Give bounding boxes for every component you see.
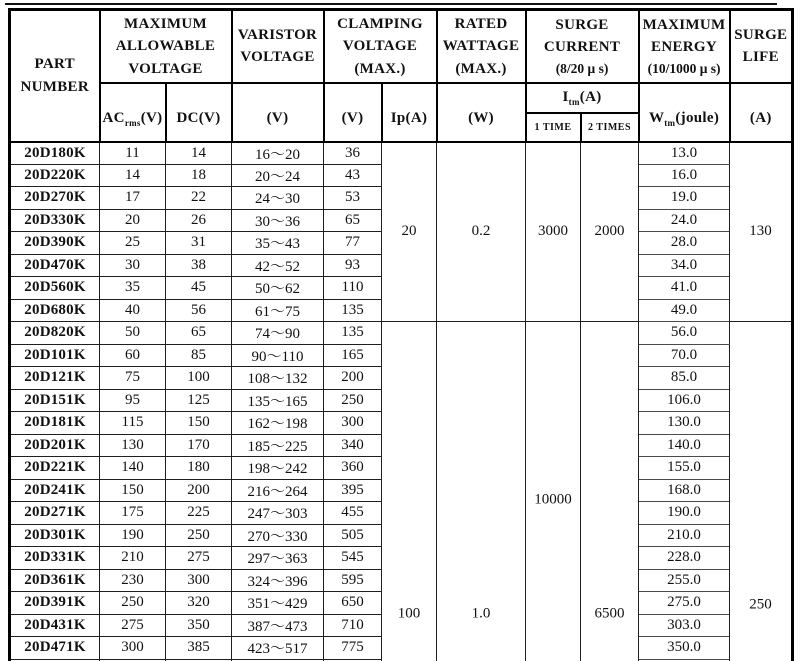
dc-voltage-cell: 56 [166,299,232,322]
part-number-cell: 20D361K [10,569,100,592]
rated-wattage-value: 1.0 [471,605,491,622]
part-number-cell: 20D680K [10,299,100,322]
unit-ac-rms [100,83,166,142]
ac-voltage-cell: 25 [100,232,166,255]
varistor-voltage-cell: 20～24 [232,164,324,187]
ac-subscript: rms [124,117,141,128]
dc-voltage-cell: 250 [166,524,232,547]
col-header-2-times: 2 TIMES [581,113,639,142]
part-number-cell: 20D471K [10,637,100,660]
varistor-voltage-cell: 16～20 [232,142,324,165]
dc-voltage-cell: 38 [166,254,232,277]
part-number-cell: 20D151K [10,389,100,412]
dc-voltage-cell: 65 [166,322,232,345]
surge-life-cell [730,322,793,661]
ac-voltage-cell: 175 [100,502,166,525]
ac-voltage-cell: 20 [100,209,166,232]
surge-2times-cell [581,322,639,661]
unit-peak-current: Ip(A) [382,83,437,142]
max-energy-pulse-spec: (10/1000 μ s) [647,60,721,76]
energy-cell: 28.0 [639,232,730,255]
clamping-voltage-cell: 135 [324,299,382,322]
varistor-voltage-cell: 387～473 [232,614,324,637]
ac-voltage-cell: 210 [100,547,166,570]
energy-cell: 34.0 [639,254,730,277]
rated-wattage-cell: 0.2 [437,142,526,322]
varistor-voltage-cell: 270～330 [232,524,324,547]
ac-voltage-cell: 115 [100,412,166,435]
part-number-cell: 20D331K [10,547,100,570]
part-number-cell: 20D201K [10,434,100,457]
col-header-varistor-voltage: VARISTOR VOLTAGE [232,10,324,83]
table-row [10,142,793,165]
part-number-cell: 20D431K [10,614,100,637]
dc-voltage-cell: 31 [166,232,232,255]
varistor-voltage-cell: 216～264 [232,479,324,502]
varistor-voltage-cell: 42～52 [232,254,324,277]
peak-current-cell [382,322,437,661]
surge-life-value: 250 [749,596,772,613]
clamping-voltage-cell: 340 [324,434,382,457]
unit-clamping-voltage: (V) [324,83,382,142]
energy-cell: 19.0 [639,187,730,210]
energy-cell: 140.0 [639,434,730,457]
part-number-cell: 20D560K [10,277,100,300]
energy-cell: 13.0 [639,142,730,165]
part-number-cell: 20D121K [10,367,100,390]
energy-cell: 106.0 [639,389,730,412]
part-number-cell: 20D330K [10,209,100,232]
col-header-1-time: 1 TIME [526,113,581,142]
part-number-cell: 20D241K [10,479,100,502]
dc-voltage-cell: 385 [166,637,232,660]
energy-cell: 210.0 [639,524,730,547]
varistor-voltage-cell: 423～517 [232,637,324,660]
part-number-cell: 20D271K [10,502,100,525]
energy-cell: 130.0 [639,412,730,435]
ac-voltage-cell: 300 [100,637,166,660]
energy-cell: 350.0 [639,637,730,660]
ac-voltage-cell: 230 [100,569,166,592]
unit-surge-life: (A) [730,83,793,142]
surge-2times-cell: 2000 [581,142,639,322]
dc-voltage-cell: 350 [166,614,232,637]
varistor-voltage-cell: 74～90 [232,322,324,345]
dc-voltage-cell: 85 [166,344,232,367]
ac-voltage-cell: 150 [100,479,166,502]
varistor-voltage-cell: 162～198 [232,412,324,435]
energy-cell: 49.0 [639,299,730,322]
dc-voltage-cell: 320 [166,592,232,615]
ac-voltage-cell: 40 [100,299,166,322]
clamping-voltage-cell: 77 [324,232,382,255]
unit-wtm [639,83,730,142]
wtm-unit: (joule) [675,109,720,126]
ac-voltage-cell: 50 [100,322,166,345]
dc-voltage-cell: 275 [166,547,232,570]
varistor-voltage-cell: 35～43 [232,232,324,255]
varistor-voltage-cell: 50～62 [232,277,324,300]
surge-current-pulse-spec: (8/20 μ s) [555,60,609,76]
clamping-voltage-cell: 110 [324,277,382,300]
part-number-cell: 20D470K [10,254,100,277]
varistor-voltage-cell: 198～242 [232,457,324,480]
part-number-cell: 20D301K [10,524,100,547]
peak-current-value: 100 [397,605,421,622]
energy-cell: 228.0 [639,547,730,570]
unit-dc: DC(V) [166,83,232,142]
unit-varistor-voltage: (V) [232,83,324,142]
varistor-voltage-cell: 351～429 [232,592,324,615]
clamping-voltage-cell: 595 [324,569,382,592]
energy-cell: 85.0 [639,367,730,390]
energy-cell: 16.0 [639,164,730,187]
ac-voltage-cell: 11 [100,142,166,165]
energy-cell: 255.0 [639,569,730,592]
varistor-voltage-cell: 108～132 [232,367,324,390]
page-top-rule [5,3,777,5]
itm-subscript: tm [568,97,580,108]
clamping-voltage-cell: 775 [324,637,382,660]
part-number-cell: 20D181K [10,412,100,435]
dc-voltage-cell: 150 [166,412,232,435]
part-number-cell: 20D390K [10,232,100,255]
clamping-voltage-cell: 395 [324,479,382,502]
itm-unit: (A) [579,89,602,106]
ac-voltage-cell: 60 [100,344,166,367]
varistor-voltage-cell: 135～165 [232,389,324,412]
clamping-voltage-cell: 710 [324,614,382,637]
clamping-voltage-cell: 135 [324,322,382,345]
energy-cell: 168.0 [639,479,730,502]
varistor-voltage-cell: 247～303 [232,502,324,525]
part-number-cell: 20D221K [10,457,100,480]
dc-voltage-cell: 125 [166,389,232,412]
dc-voltage-cell: 200 [166,479,232,502]
col-header-max-allowable-voltage: MAXIMUM ALLOWABLE VOLTAGE [100,10,232,83]
part-number-cell: 20D820K [10,322,100,345]
surge-1time-cell [526,322,581,661]
itm-label: I [562,89,569,106]
dc-voltage-cell: 18 [166,164,232,187]
surge-2times-value: 6500 [594,605,625,622]
clamping-voltage-cell: 53 [324,187,382,210]
part-number-cell: 20D270K [10,187,100,210]
clamping-voltage-cell: 43 [324,164,382,187]
wtm-label: W [648,109,665,126]
part-number-cell: 20D101K [10,344,100,367]
col-header-max-energy [639,10,730,83]
clamping-voltage-cell: 200 [324,367,382,390]
unit-itm [526,83,639,113]
clamping-voltage-cell: 65 [324,209,382,232]
col-header-part-number: PART NUMBER [10,10,100,142]
clamping-voltage-cell: 505 [324,524,382,547]
unit-wattage: (W) [437,83,526,142]
rated-wattage-cell [437,322,526,661]
dc-voltage-cell: 170 [166,434,232,457]
col-header-clamping-voltage: CLAMPING VOLTAGE (MAX.) [324,10,437,83]
surge-1time-value: 10000 [534,491,572,508]
ac-voltage-cell: 250 [100,592,166,615]
surge-current-title: SURGE CURRENT [543,16,621,56]
wtm-subscript: tm [664,117,676,128]
part-number-cell: 20D391K [10,592,100,615]
ac-voltage-cell: 275 [100,614,166,637]
clamping-voltage-cell: 250 [324,389,382,412]
clamping-voltage-cell: 650 [324,592,382,615]
ac-voltage-cell: 14 [100,164,166,187]
energy-cell: 24.0 [639,209,730,232]
varistor-voltage-cell: 30～36 [232,209,324,232]
clamping-voltage-cell: 455 [324,502,382,525]
col-header-surge-life: SURGE LIFE [730,10,793,83]
varistor-voltage-cell: 297～363 [232,547,324,570]
header-row-units [10,83,793,113]
ac-label: AC [102,109,125,126]
clamping-voltage-cell: 360 [324,457,382,480]
surge-life-cell: 130 [730,142,793,322]
table-row [10,322,793,345]
energy-cell: 303.0 [639,614,730,637]
ac-voltage-cell: 95 [100,389,166,412]
clamping-voltage-cell: 300 [324,412,382,435]
clamping-voltage-cell: 165 [324,344,382,367]
col-header-rated-wattage: RATED WATTAGE (MAX.) [437,10,526,83]
part-number-cell: 20D220K [10,164,100,187]
clamping-voltage-cell: 93 [324,254,382,277]
ac-voltage-cell: 17 [100,187,166,210]
dc-voltage-cell: 45 [166,277,232,300]
ac-voltage-cell: 140 [100,457,166,480]
ac-voltage-cell: 190 [100,524,166,547]
dc-voltage-cell: 100 [166,367,232,390]
col-header-surge-current [526,10,639,83]
varistor-voltage-cell: 324～396 [232,569,324,592]
header-row-titles [10,10,793,83]
dc-voltage-cell: 14 [166,142,232,165]
clamping-voltage-cell: 545 [324,547,382,570]
energy-cell: 56.0 [639,322,730,345]
ac-voltage-cell: 130 [100,434,166,457]
varistor-voltage-cell: 61～75 [232,299,324,322]
ac-voltage-cell: 35 [100,277,166,300]
table-header [10,10,793,142]
energy-cell: 41.0 [639,277,730,300]
energy-cell: 70.0 [639,344,730,367]
varistor-spec-table [8,8,794,661]
part-number-cell: 20D180K [10,142,100,165]
max-energy-title: MAXIMUM ENERGY [642,16,726,56]
dc-voltage-cell: 300 [166,569,232,592]
varistor-voltage-cell: 24～30 [232,187,324,210]
dc-voltage-cell: 180 [166,457,232,480]
varistor-voltage-cell: 90～110 [232,344,324,367]
table-body [10,142,793,661]
surge-1time-cell: 3000 [526,142,581,322]
energy-cell: 275.0 [639,592,730,615]
varistor-voltage-cell: 185～225 [232,434,324,457]
dc-voltage-cell: 26 [166,209,232,232]
clamping-voltage-cell: 36 [324,142,382,165]
ac-voltage-cell: 30 [100,254,166,277]
energy-cell: 190.0 [639,502,730,525]
dc-voltage-cell: 225 [166,502,232,525]
peak-current-cell: 20 [382,142,437,322]
ac-voltage-cell: 75 [100,367,166,390]
ac-unit: (V) [140,109,163,126]
dc-voltage-cell: 22 [166,187,232,210]
energy-cell: 155.0 [639,457,730,480]
